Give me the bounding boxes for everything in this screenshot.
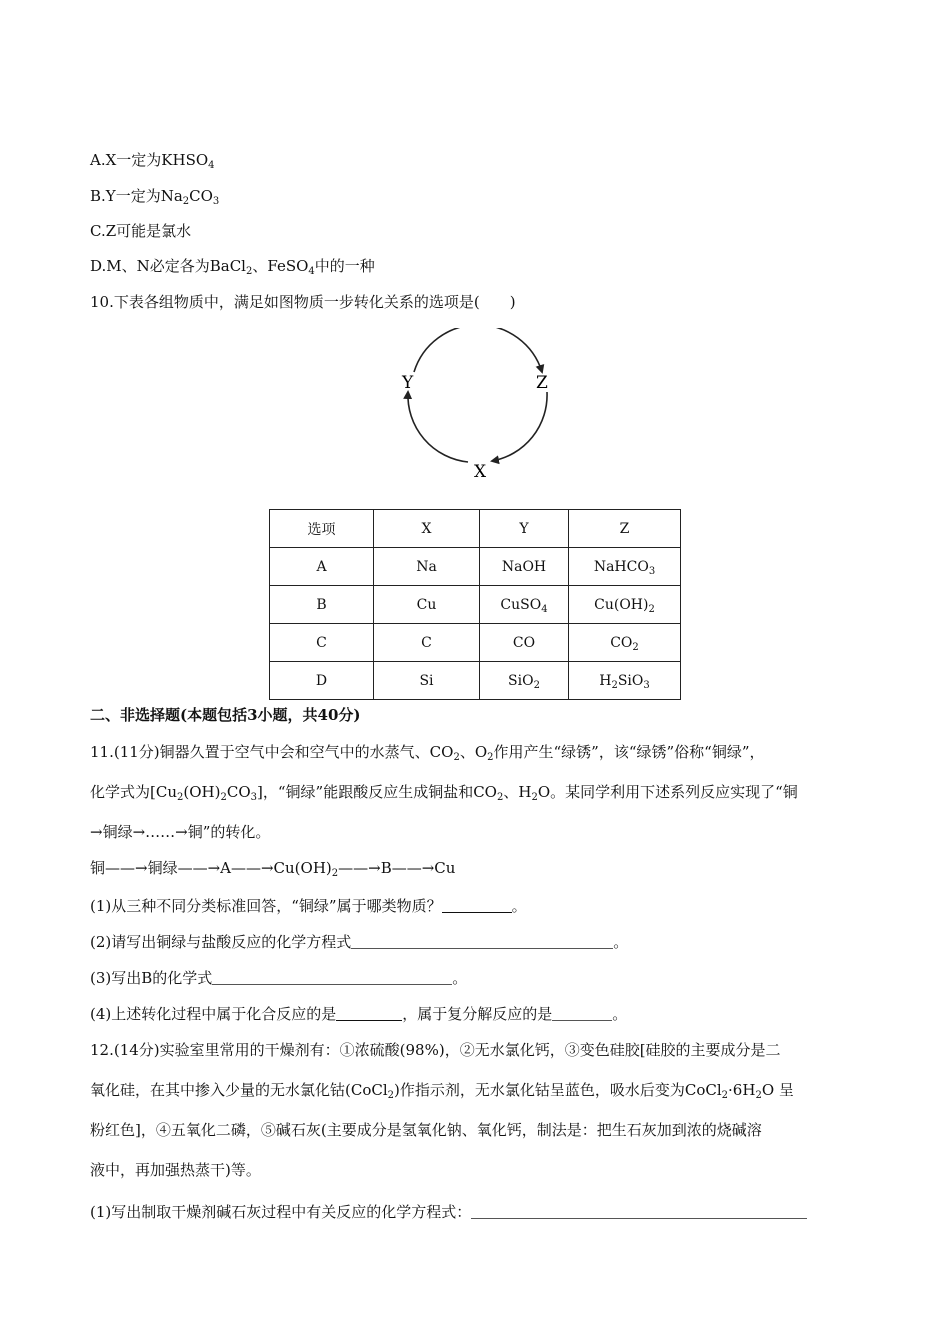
row-label: D [270, 662, 374, 700]
table-row [270, 548, 681, 586]
table-row [270, 586, 681, 624]
header-cell: Y [480, 510, 569, 548]
question-11-part-2: (2)请写出铜绿与盐酸反应的化学方程式 。 [90, 933, 629, 951]
table-row [270, 662, 681, 700]
question-12-line-1: 12.(14分)实验室里常用的干燥剂有：①浓硫酸(98%)，②无水氯化钙，③变色硅胶[硅胶的主要成分是二 [90, 1041, 781, 1059]
answer-blank[interactable] [336, 1006, 402, 1021]
cell-z: NaHCO$_3$ [569, 548, 681, 586]
arrow-x-to-y [408, 392, 468, 462]
cycle-svg [392, 328, 562, 484]
question-11-part-3: (3)写出B的化学式 。 [90, 969, 468, 987]
question-11-line-1: 11.(11分)铜器久置于空气中会和空气中的水蒸气、$CO_2$、$O_2$作用产生“绿锈”，该“绿锈”俗称“铜绿”， [90, 743, 765, 763]
answer-blank[interactable] [212, 970, 452, 985]
question-12-line-2: 氧化硅，在其中掺入少量的无水氯化钴(CoCl$_2$)作指示剂，无水氯化钴呈蓝色，吸水后变为$CoCl_2\cdot 6H_2O$ 呈 [90, 1081, 794, 1101]
row-label: C [270, 624, 374, 662]
arrow-y-to-z [414, 328, 542, 372]
cell-x: Si [374, 662, 480, 700]
header-cell: Z [569, 510, 681, 548]
cell-y: CO [480, 624, 569, 662]
table-header-row [270, 510, 681, 548]
answer-blank[interactable] [442, 898, 512, 913]
question-12-part-1: (1)写出制取干燥剂碱石灰过程中有关反应的化学方程式： [90, 1202, 807, 1222]
question-11-line-2: 化学式为$[Cu_2(OH)_2CO_3]$，“铜绿”能跟酸反应生成铜盐和$CO_2$、$H_2O$。某同学利用下述系列反应实现了“铜 [90, 783, 798, 803]
cell-z: $Cu(OH)_2$ [569, 586, 681, 624]
answer-blank[interactable] [552, 1006, 612, 1021]
section-heading: 二、非选择题(本题包括3小题，共40分) [90, 706, 361, 724]
question-10-stem: 10.下表各组物质中，满足如图物质一步转化关系的选项是( ) [90, 293, 516, 311]
node-z: Z [536, 373, 548, 393]
question-11-part-4: (4)上述转化过程中属于化合反应的是 ，属于复分解反应的是 。 [90, 1005, 628, 1023]
option-9a: A.X一定为$KHSO_4$ [90, 151, 215, 171]
cell-z: $CO_2$ [569, 624, 681, 662]
question-11-part-1: (1)从三种不同分类标准回答，“铜绿”属于哪类物质？ 。 [90, 897, 527, 915]
cell-x: Cu [374, 586, 480, 624]
cell-y: NaOH [480, 548, 569, 586]
option-9c: C.Z可能是氯水 [90, 222, 192, 240]
cell-x: Na [374, 548, 480, 586]
row-label: B [270, 586, 374, 624]
option-9b: B.Y一定为$Na_2CO_3$ [90, 187, 220, 207]
node-x: X [474, 462, 487, 482]
row-label: A [270, 548, 374, 586]
node-y: Y [402, 373, 414, 393]
cycle-diagram [392, 328, 562, 484]
cell-y: CuSO$_4$ [480, 586, 569, 624]
question-12-line-4: 液中，再加强热蒸干)等。 [90, 1161, 261, 1179]
reaction-chain: 铜——→铜绿$——\to A——\to Cu(OH)_2——\to B——\to Cu$ [90, 859, 456, 879]
answer-blank[interactable] [351, 934, 613, 949]
options-table [269, 509, 681, 700]
header-cell: X [374, 510, 480, 548]
table-row [270, 624, 681, 662]
option-9d: D.M、N必定各为BaCl$_2$、FeSO$_4$中的一种 [90, 257, 375, 277]
header-cell: 选项 [270, 510, 374, 548]
arrow-z-to-x [492, 392, 547, 461]
answer-blank[interactable] [471, 1204, 807, 1219]
cell-x: C [374, 624, 480, 662]
question-12-line-3: 粉红色]，④五氧化二磷，⑤碱石灰(主要成分是氢氧化钠、氧化钙，制法是：把生石灰加到浓的烧碱溶 [90, 1121, 762, 1139]
cell-y: SiO$_2$ [480, 662, 569, 700]
cell-z: $H_2SiO_3$ [569, 662, 681, 700]
question-11-line-3: →铜绿→……→铜”的转化。 [90, 823, 271, 841]
